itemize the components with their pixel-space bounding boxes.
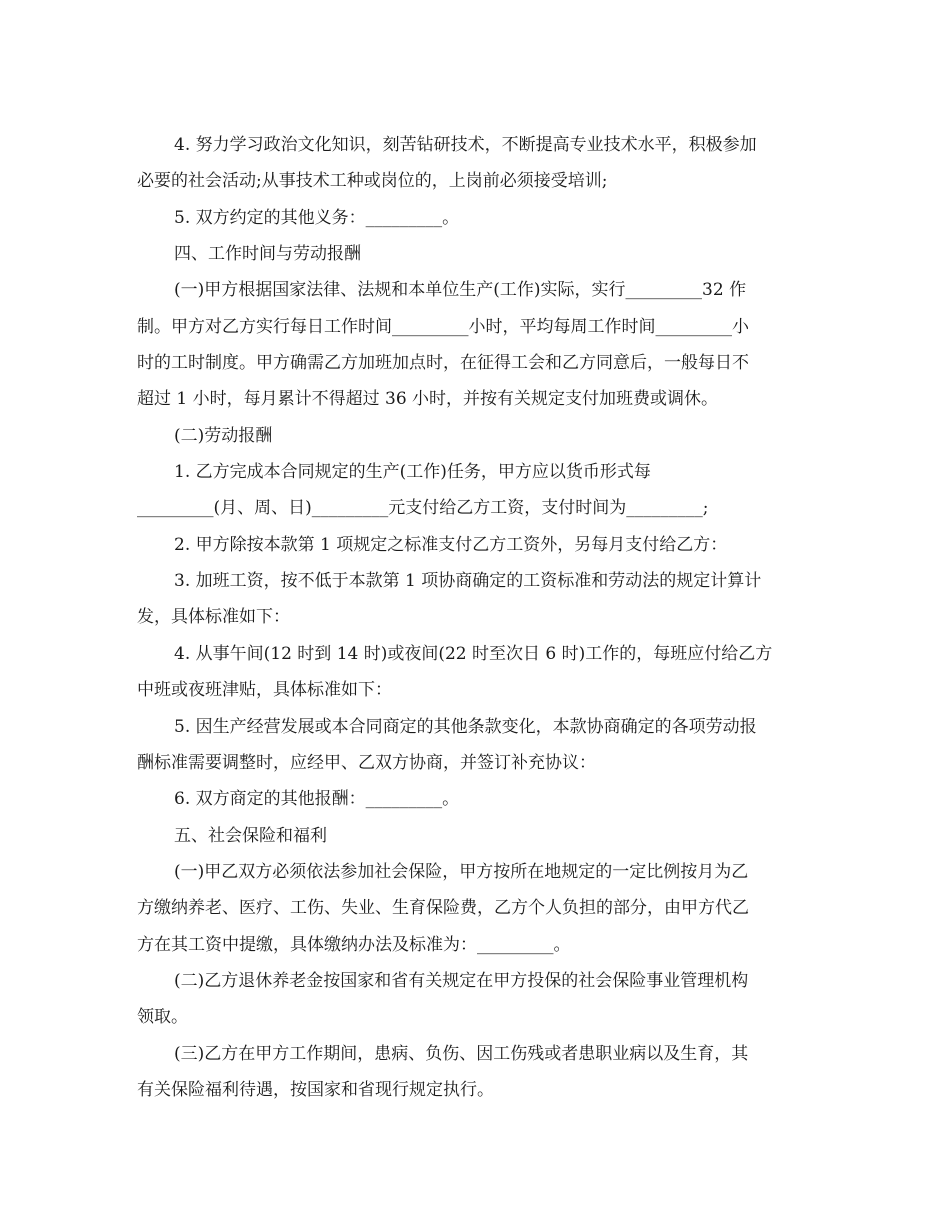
insurance-paragraph-2-line-2: 领取。 [137,1007,188,1028]
pay-item-6: 6. 双方商定的其他报酬：_________。 [174,789,460,810]
section-heading-work-time-and-pay: 四、工作时间与劳动报酬 [174,244,361,265]
insurance-paragraph-1-line-1: (一)甲乙双方必须依法参加社会保险，甲方按所在地规定的一定比例按月为乙 [174,861,749,882]
insurance-paragraph-1-line-2: 方缴纳养老、医疗、工伤、失业、生育保险费，乙方个人负担的部分，由甲方代乙 [137,898,749,919]
work-time-paragraph-line-2: 制。甲方对乙方实行每日工作时间_________小时，平均每周工作时间_________小 [137,316,749,337]
insurance-paragraph-3-line-1: (三)乙方在甲方工作期间，患病、负伤、因工伤残或者患职业病以及生育，其 [174,1043,749,1064]
pay-item-3-line-1: 3. 加班工资，按不低于本款第 1 项协商确定的工资标准和劳动法的规定计算计 [174,571,762,592]
pay-item-5-line-1: 5. 因生产经营发展或本合同商定的其他条款变化，本款协商确定的各项劳动报 [174,716,757,737]
pay-item-4-line-2: 中班或夜班津贴，具体标准如下： [137,680,392,701]
pay-item-1-line-2: _________(月、周、日)_________元支付给乙方工资，支付时间为_________; [137,498,709,519]
pay-item-4-line-1: 4. 从事午间(12 时到 14 时)或夜间(22 时至次日 6 时)工作的，每班应付给乙方 [174,643,773,664]
work-time-paragraph-line-3: 时的工时制度。甲方确需乙方加班加点时，在征得工会和乙方同意后，一般每日不 [137,353,749,374]
document-body [0,127,950,1108]
pay-item-5-line-2: 酬标准需要调整时，应经甲、乙双方协商，并签订补充协议： [137,752,596,773]
work-time-paragraph-line-1: (一)甲方根据国家法律、法规和本单位生产(工作)实际，实行_________32 作 [174,280,747,301]
pay-item-3-line-2: 发，具体标准如下： [137,607,290,628]
insurance-paragraph-3-line-2: 有关保险福利待遇，按国家和省现行规定执行。 [137,1079,494,1100]
section-heading-social-insurance: 五、社会保险和福利 [174,825,327,846]
pay-item-2: 2. 甲方除按本款第 1 项规定之标准支付乙方工资外，另每月支付给乙方： [174,534,728,555]
pay-item-1-line-1: 1. 乙方完成本合同规定的生产(工作)任务，甲方应以货币形式每 [174,462,651,483]
clause-5-other-obligations: 5. 双方约定的其他义务：_________。 [174,207,460,228]
clause-4-line-2: 必要的社会活动;从事技术工种或岗位的，上岗前必须接受培训; [137,171,608,192]
clause-4-line-1: 4. 努力学习政治文化知识，刻苦钻研技术，不断提高专业技术水平，积极参加 [174,135,757,155]
work-time-paragraph-line-4: 超过 1 小时，每月累计不得超过 36 小时，并按有关规定支付加班费或调休。 [137,389,719,410]
subheading-labor-pay: (二)劳动报酬 [174,425,273,446]
insurance-paragraph-2-line-1: (二)乙方退休养老金按国家和省有关规定在甲方投保的社会保险事业管理机构 [174,970,749,991]
insurance-paragraph-1-line-3: 方在其工资中提缴，具体缴纳办法及标准为：_________。 [137,934,571,955]
